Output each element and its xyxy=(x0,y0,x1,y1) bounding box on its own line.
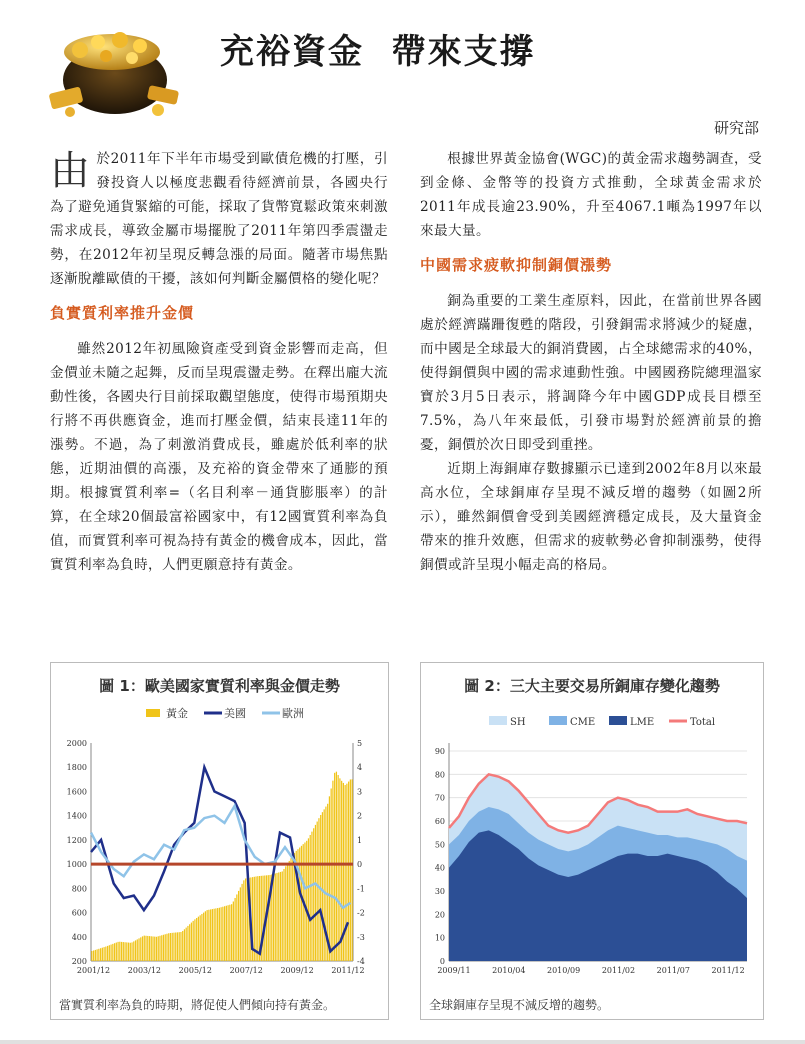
gold-price-bar xyxy=(95,950,96,961)
figure-2 xyxy=(420,662,764,1020)
gold-price-bar xyxy=(219,908,220,961)
gold-pot-image xyxy=(40,20,190,120)
gold-price-bar xyxy=(91,951,92,961)
drop-cap: 由 xyxy=(50,148,91,194)
gold-price-bar xyxy=(116,943,117,961)
gold-section-paragraph: 雖然2012年初風險資產受到資金影響而走高，但金價並未隨之起舞，反而呈現震盪走勢。在釋出龐大流動性後，各國央行目前採取觀望態度，使得市場預期央行將不再供應資金，進而打壓金價，結束長達11年的漲勢。不過，為了刺激消費成長，雖處於低利率的狀態，近期油價的高漲，及充裕的資金帶來了通膨的預期。根據實質利率=（名目利率－通貨膨脹率）的計算，在全球20個最富裕國家中，有12國實質利率為負值，而實質利率可視為持有黃金的機會成本，因此，當實質利率為負時，人們更願意持有黃金。 xyxy=(50,341,388,573)
legend-label: 美國 xyxy=(224,707,246,720)
y-tick-label: 20 xyxy=(434,910,445,920)
y-tick-label-right: 5 xyxy=(357,739,363,748)
y-tick-label-right: 1 xyxy=(357,835,363,845)
gold-price-bar xyxy=(184,929,185,961)
gold-price-bar xyxy=(114,943,115,961)
gold-price-bar xyxy=(315,825,316,961)
legend-label: 黃金 xyxy=(166,707,188,720)
gold-price-bar xyxy=(166,934,167,961)
y-tick-label-left: 1400 xyxy=(66,811,87,821)
gold-price-bar xyxy=(140,937,141,961)
gold-price-bar xyxy=(275,873,276,961)
gold-price-bar xyxy=(273,874,274,961)
gold-price-bar xyxy=(119,942,120,961)
gold-price-bar xyxy=(338,775,339,961)
legend-swatch xyxy=(549,716,567,725)
gold-price-bar xyxy=(257,876,258,961)
gold-price-bar xyxy=(152,936,153,961)
y-tick-label-right: -1 xyxy=(357,884,365,894)
gold-price-bar xyxy=(229,905,230,961)
gold-price-bar xyxy=(212,909,213,961)
left-column xyxy=(50,147,388,577)
gold-price-bar xyxy=(243,880,244,961)
legend-label: LME xyxy=(630,717,655,728)
gold-price-bar xyxy=(151,936,152,961)
gold-price-bar xyxy=(161,935,162,961)
gold-price-bar xyxy=(133,941,134,961)
gold-price-bar xyxy=(98,949,99,961)
gold-price-bar xyxy=(292,856,293,961)
gold-price-bar xyxy=(215,908,216,961)
legend-label: 歐洲 xyxy=(282,707,304,720)
gold-price-bar xyxy=(142,936,143,961)
gold-price-bar xyxy=(165,934,166,961)
gold-price-bar xyxy=(276,873,277,961)
section-heading-gold: 負實質利率推升金價 xyxy=(50,304,195,322)
gold-price-bar xyxy=(339,778,340,961)
gold-price-bar xyxy=(287,864,288,961)
gold-price-bar xyxy=(124,942,125,961)
gold-price-bar xyxy=(130,943,131,961)
gold-price-bar xyxy=(107,946,108,961)
gold-price-bar xyxy=(180,932,181,961)
x-tick-label: 2010/04 xyxy=(492,966,526,975)
gold-price-bar xyxy=(175,933,176,961)
gold-price-bar xyxy=(179,932,180,961)
y-tick-label-left: 1800 xyxy=(66,763,87,773)
copper-paragraph-1: 銅為重要的工業生產原料，因此，在當前世界各國處於經濟蹣跚復甦的階段，引發銅需求將減少的疑慮，而中國是全球最大的銅消費國，占全球總需求的40%，使得銅價與中國的需求連動性強。中國國務院總理溫家寶於3月5日表示，將調降今年中國GDP成長目標至7.5%，為八年來最低，引發市場對於經濟前景的擔憂，銅價於次日即受到重挫。 xyxy=(420,293,762,453)
gold-price-bar xyxy=(285,866,286,961)
gold-price-bar xyxy=(329,796,330,961)
legend-swatch xyxy=(146,709,160,717)
gold-price-bar xyxy=(168,933,169,961)
y-tick-label-left: 2000 xyxy=(66,739,87,748)
gold-price-bar xyxy=(112,944,113,961)
gold-price-bar xyxy=(103,947,104,961)
y-tick-label-right: 0 xyxy=(357,860,363,870)
x-tick-label: 2011/07 xyxy=(656,966,690,975)
y-tick-label: 70 xyxy=(434,793,445,803)
gold-price-bar xyxy=(128,943,129,961)
gold-price-bar xyxy=(207,910,208,961)
y-tick-label: 80 xyxy=(434,770,445,780)
page-title: 充裕資金 帶來支撐 xyxy=(220,32,536,72)
gold-price-bar xyxy=(100,948,101,961)
gold-price-bar xyxy=(310,835,311,961)
gold-price-bar xyxy=(313,828,314,961)
y-tick-label-left: 400 xyxy=(71,932,87,942)
y-tick-label: 60 xyxy=(434,817,445,826)
gold-price-bar xyxy=(123,942,124,961)
gold-price-bar xyxy=(240,887,241,961)
y-tick-label-left: 800 xyxy=(71,884,87,894)
gold-price-bar xyxy=(186,928,187,961)
gold-price-bar xyxy=(268,875,269,961)
gold-price-bar xyxy=(332,781,333,961)
x-tick-label: 2003/12 xyxy=(127,966,162,975)
gold-price-bar xyxy=(131,942,132,961)
y-tick-label-right: 2 xyxy=(357,811,363,821)
gold-price-bar xyxy=(289,861,290,961)
legend-label: Total xyxy=(690,717,716,728)
gold-price-bar xyxy=(193,921,194,961)
gold-price-bar xyxy=(282,871,283,961)
gold-price-bar xyxy=(231,904,232,961)
gold-price-bar xyxy=(346,784,347,961)
gold-price-bar xyxy=(318,818,319,961)
gold-price-bar xyxy=(245,878,246,961)
gold-price-bar xyxy=(345,785,346,961)
y-tick-label-left: 600 xyxy=(71,908,87,918)
gold-price-bar xyxy=(170,933,171,961)
x-tick-label: 2011/12 xyxy=(331,966,365,975)
gold-price-bar xyxy=(138,938,139,961)
y-tick-label: 50 xyxy=(434,840,445,850)
legend-label: SH xyxy=(510,717,526,728)
gold-price-bar xyxy=(224,906,225,961)
gold-price-bar xyxy=(121,942,122,961)
gold-price-bar xyxy=(194,919,195,961)
gold-price-bar xyxy=(137,939,138,961)
gold-price-bar xyxy=(117,942,118,961)
gold-price-bar xyxy=(348,782,349,961)
y-tick-label: 40 xyxy=(434,863,445,873)
gold-price-bar xyxy=(135,940,136,961)
gold-price-bar xyxy=(336,772,337,961)
gold-price-bar xyxy=(110,945,111,961)
gold-price-bar xyxy=(159,936,160,961)
section-heading-copper: 中國需求疲軟抑制銅價漲勢 xyxy=(420,256,613,274)
gold-price-bar xyxy=(311,832,312,961)
gold-price-bar xyxy=(221,907,222,961)
gold-price-bar xyxy=(102,948,103,961)
gold-price-bar xyxy=(254,877,255,961)
gold-price-bar xyxy=(317,822,318,961)
gold-price-bar xyxy=(147,936,148,961)
y-tick-label-left: 1200 xyxy=(66,835,87,845)
gold-price-bar xyxy=(189,924,190,961)
gold-price-bar xyxy=(228,905,229,961)
gold-price-bar xyxy=(172,933,173,961)
gold-price-bar xyxy=(198,917,199,961)
gold-price-bar xyxy=(156,937,157,961)
gold-price-bar xyxy=(149,936,150,961)
gold-price-bar xyxy=(352,779,353,961)
figure-1-chart xyxy=(51,703,388,1003)
gold-price-bar xyxy=(214,909,215,961)
gold-price-bar xyxy=(158,936,159,961)
y-tick-label-right: 3 xyxy=(357,787,363,797)
y-tick-label-right: -4 xyxy=(357,957,365,966)
legend-swatch xyxy=(609,716,627,725)
y-tick-label: 0 xyxy=(439,957,445,966)
gold-price-bar xyxy=(203,913,204,961)
intro-text: 於2011年下半年市場受到歐債危機的打壓，引發投資人以極度悲觀看待經濟前景，各國央行為了避免通貨緊縮的可能，採取了貨幣寬鬆政策來刺激需求成長，導致金屬市場擺脫了2011年第四季震盪走勢，在2012年初呈現反轉急漲的局面。隨著市場焦點逐漸脫離歐債的干擾，該如何判斷金屬價格的變化呢？ xyxy=(50,151,388,287)
gold-price-bar xyxy=(322,812,323,961)
gold-price-bar xyxy=(283,869,284,961)
gold-price-bar xyxy=(93,950,94,961)
gold-price-bar xyxy=(191,923,192,961)
gold-price-bar xyxy=(208,910,209,961)
bottom-rule xyxy=(0,1040,805,1044)
gold-price-bar xyxy=(306,841,307,961)
figure-2-chart xyxy=(421,703,763,1003)
x-tick-label: 2011/12 xyxy=(711,966,745,975)
gold-price-bar xyxy=(217,908,218,961)
x-tick-label: 2005/12 xyxy=(178,966,212,975)
x-tick-label: 2010/09 xyxy=(547,966,581,975)
right-column xyxy=(420,147,762,577)
y-tick-label-left: 1600 xyxy=(66,787,87,797)
gold-price-bar xyxy=(234,898,235,961)
gold-price-bar xyxy=(97,949,98,961)
gold-price-bar xyxy=(182,931,183,961)
y-tick-label: 90 xyxy=(434,747,445,756)
legend-swatch xyxy=(489,716,507,725)
gold-price-bar xyxy=(205,911,206,961)
gold-price-bar xyxy=(226,906,227,961)
gold-price-bar xyxy=(280,872,281,961)
x-tick-label: 2001/12 xyxy=(76,966,111,975)
gold-price-bar xyxy=(236,894,237,961)
gold-price-bar xyxy=(350,779,351,961)
gold-price-bar xyxy=(126,942,127,961)
gold-price-bar xyxy=(262,876,263,961)
y-tick-label: 10 xyxy=(434,933,445,943)
copper-paragraph-2: 近期上海銅庫存數據顯示已達到2002年8月以來最高水位，全球銅庫存呈現不減反增的趨勢（如圖2所示），雖然銅價會受到美國經濟穩定成長，及大量資金帶來的推升效應，但需求的疲軟勢必會抑制漲勢，使得銅價或許呈現小幅走高的格局。 xyxy=(420,461,762,573)
gold-price-bar xyxy=(210,909,211,961)
gold-price-bar xyxy=(308,838,309,961)
y-tick-label: 30 xyxy=(434,887,445,896)
gold-price-bar xyxy=(241,884,242,961)
gold-price-bar xyxy=(177,932,178,961)
gold-price-bar xyxy=(278,872,279,961)
figure-1 xyxy=(50,662,389,1020)
gold-price-bar xyxy=(105,947,106,961)
legend-label: CME xyxy=(570,717,596,728)
figure-2-title: 圖 2：三大主要交易所銅庫存變化趨勢 xyxy=(464,677,720,695)
figure-1-title: 圖 1：歐美國家實質利率與金價走勢 xyxy=(99,677,340,695)
gold-price-bar xyxy=(233,902,234,961)
y-tick-label-left: 1000 xyxy=(66,860,87,870)
intro-paragraph xyxy=(50,147,388,291)
gold-price-bar xyxy=(290,858,291,961)
gold-price-bar xyxy=(109,945,110,961)
gold-price-bar xyxy=(163,935,164,961)
gold-price-bar xyxy=(201,914,202,961)
gold-price-bar xyxy=(238,891,239,961)
figure-2-caption: 全球銅庫存呈現不減反增的趨勢。 xyxy=(429,998,610,1012)
gold-price-bar xyxy=(187,926,188,961)
x-tick-label: 2009/12 xyxy=(280,966,314,975)
wgc-paragraph: 根據世界黃金協會(WGC)的黃金需求趨勢調查，受到金條、金幣等的投資方式推動，全球黃金需求於2011年成長逾23.90%，升至4067.1噸為1997年以來最大量。 xyxy=(420,151,762,239)
gold-price-bar xyxy=(144,936,145,961)
gold-price-bar xyxy=(173,933,174,961)
gold-price-bar xyxy=(196,918,197,961)
gold-price-bar xyxy=(255,876,256,961)
gold-price-bar xyxy=(331,788,332,961)
y-tick-label-right: -2 xyxy=(357,908,365,918)
gold-price-bar xyxy=(334,773,335,961)
author-byline: 研究部 xyxy=(713,119,759,137)
gold-price-bar xyxy=(222,907,223,961)
gold-price-bar xyxy=(200,915,201,961)
y-tick-label-left: 200 xyxy=(71,957,87,966)
figure-1-caption: 當實質利率為負的時期，將促使人們傾向持有黃金。 xyxy=(59,998,336,1012)
x-tick-label: 2007/12 xyxy=(229,966,263,975)
x-tick-label: 2009/11 xyxy=(437,966,471,975)
gold-price-bar xyxy=(154,937,155,961)
y-tick-label-right: 4 xyxy=(357,763,363,773)
gold-price-bar xyxy=(324,809,325,961)
gold-price-bar xyxy=(145,936,146,961)
x-tick-label: 2011/02 xyxy=(601,966,636,975)
y-tick-label-right: -3 xyxy=(357,932,365,942)
